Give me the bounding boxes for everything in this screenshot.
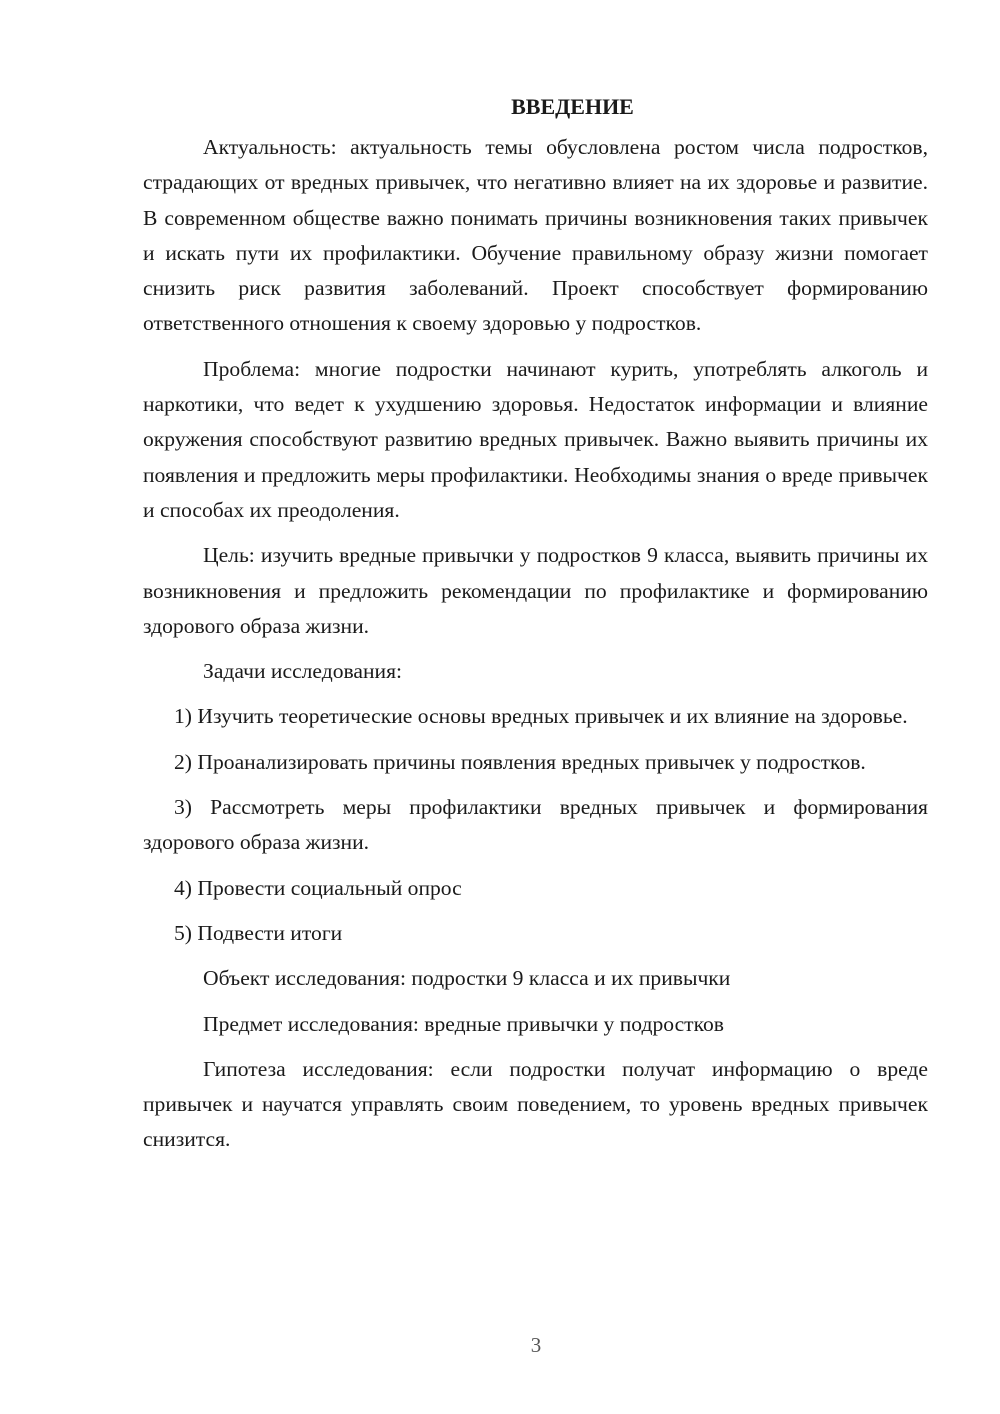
document-body [143,90,928,1158]
page-title: ВВЕДЕНИЕ [511,94,634,119]
tasks-heading: Задачи исследования: [203,659,403,684]
problem-paragraph: Проблема: многие подростки начинают курить, употреблять алкоголь и наркотики, что ведет к ухудшению здоровья. Недостаток информации и влияние окружения способствуют развитию вредных привычек. Важно выявить причины их появления и предложить меры профилактики. Необходимы знания о вреде привычек и способах их преодоления. [143,356,928,522]
goal-paragraph: Цель: изучить вредные привычки у подростков 9 класса, выявить причины их возникновения и предложить рекомендации по профилактике и формированию здорового образа жизни. [143,543,928,638]
task-item-3: 3) Рассмотреть меры профилактики вредных привычек и формирования здорового образа жизни. [143,795,928,855]
page-number: 3 [530,1333,542,1357]
object-paragraph: Объект исследования: подростки 9 класса и их привычки [203,966,731,991]
subject-paragraph: Предмет исследования: вредные привычки у подростков [203,1011,724,1036]
relevance-paragraph: Актуальность: актуальность темы обусловлена ростом числа подростков, страдающих от вредных привычек, что негативно влияет на их здоровье и развитие. В современном обществе важно понимать причины возникновения таких привычек и искать пути их профилактики. Обучение правильному образу жизни помогает снизить риск развития заболеваний. Проект способствует формированию ответственного отношения к своему здоровью у подростков. [143,135,928,336]
hypothesis-paragraph: Гипотеза исследования: если подростки получат информацию о вреде привычек и научатся управлять своим поведением, то уровень вредных привычек снизится. [143,1056,928,1152]
task-item-4: 4) Провести социальный опрос [174,875,462,900]
task-item-1: 1) Изучить теоретические основы вредных привычек и их влияние на здоровье. [174,704,908,729]
task-item-5: 5) Подвести итоги [174,920,343,945]
task-item-2: 2) Проанализировать причины появления вредных привычек у подростков. [174,749,866,774]
